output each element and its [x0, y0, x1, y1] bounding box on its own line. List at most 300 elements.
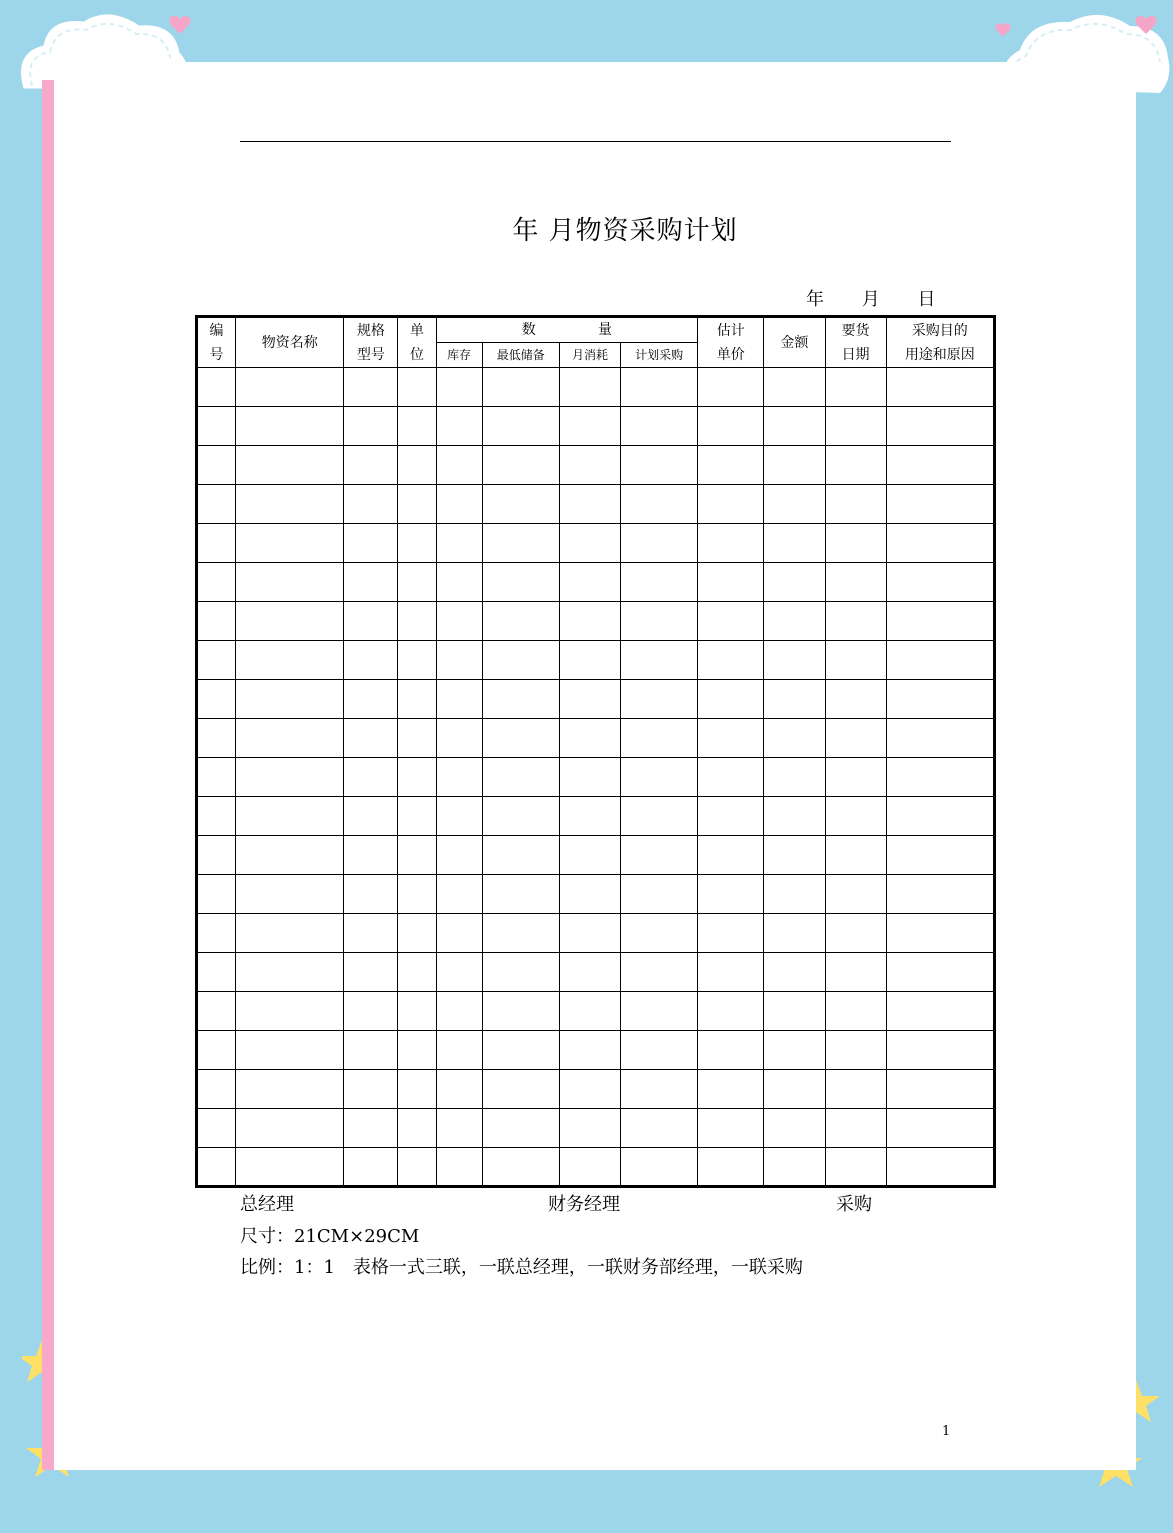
table-cell[interactable]: [482, 836, 559, 875]
table-cell[interactable]: [764, 602, 825, 641]
table-cell[interactable]: [398, 446, 436, 485]
table-cell[interactable]: [197, 836, 236, 875]
table-cell[interactable]: [825, 914, 886, 953]
table-cell[interactable]: [398, 602, 436, 641]
table-cell[interactable]: [825, 446, 886, 485]
table-cell[interactable]: [236, 719, 344, 758]
table-cell[interactable]: [764, 1031, 825, 1070]
table-cell[interactable]: [698, 524, 764, 563]
date-year-label: 年: [806, 289, 824, 310]
table-cell[interactable]: [197, 1109, 236, 1148]
table-cell[interactable]: [825, 524, 886, 563]
table-cell[interactable]: [236, 758, 344, 797]
table-cell[interactable]: [398, 1109, 436, 1148]
table-cell[interactable]: [698, 368, 764, 407]
table-cell[interactable]: [825, 992, 886, 1031]
table-cell[interactable]: [482, 1070, 559, 1109]
table-cell[interactable]: [764, 524, 825, 563]
table-cell[interactable]: [197, 992, 236, 1031]
table-cell[interactable]: [621, 836, 698, 875]
size-note: 尺寸：21CM×29CM: [240, 1226, 420, 1247]
table-cell[interactable]: [436, 641, 482, 680]
table-cell[interactable]: [344, 992, 398, 1031]
table-cell[interactable]: [344, 368, 398, 407]
table-cell[interactable]: [825, 407, 886, 446]
header-number: 编 号: [197, 317, 236, 368]
table-row: [197, 1070, 995, 1109]
ratio-note: 比例：1：1 表格一式三联，一联总经理，一联财务部经理，一联采购: [240, 1257, 803, 1278]
table-cell[interactable]: [197, 914, 236, 953]
table-cell[interactable]: [197, 1148, 236, 1187]
table-cell[interactable]: [398, 680, 436, 719]
table-cell[interactable]: [436, 875, 482, 914]
header-min-reserve: 最低储备: [482, 343, 559, 368]
table-row: [197, 485, 995, 524]
table-cell[interactable]: [197, 368, 236, 407]
table-cell[interactable]: [482, 602, 559, 641]
table-cell[interactable]: [436, 602, 482, 641]
table-cell[interactable]: [825, 485, 886, 524]
table-cell[interactable]: [436, 1148, 482, 1187]
table-cell[interactable]: [236, 563, 344, 602]
table-cell[interactable]: [886, 836, 994, 875]
table-cell[interactable]: [698, 914, 764, 953]
header-amount: 金额: [764, 317, 825, 368]
table-cell[interactable]: [197, 758, 236, 797]
table-cell[interactable]: [621, 1148, 698, 1187]
table-cell[interactable]: [825, 602, 886, 641]
table-cell[interactable]: [825, 797, 886, 836]
table-cell[interactable]: [825, 1109, 886, 1148]
signature-general-manager: 总经理: [240, 1194, 294, 1215]
table-cell[interactable]: [764, 446, 825, 485]
table-cell[interactable]: [764, 953, 825, 992]
table-cell[interactable]: [621, 797, 698, 836]
table-cell[interactable]: [698, 1109, 764, 1148]
table-cell[interactable]: [197, 407, 236, 446]
table-cell[interactable]: [398, 1070, 436, 1109]
table-cell[interactable]: [886, 407, 994, 446]
table-cell[interactable]: [436, 1109, 482, 1148]
table-row: [197, 914, 995, 953]
table-cell[interactable]: [886, 797, 994, 836]
table-cell[interactable]: [559, 563, 620, 602]
signature-finance-manager: 财务经理: [548, 1194, 620, 1215]
date-line: [806, 285, 967, 311]
table-cell[interactable]: [825, 875, 886, 914]
table-cell[interactable]: [197, 875, 236, 914]
table-cell[interactable]: [344, 836, 398, 875]
table-cell[interactable]: [482, 992, 559, 1031]
table-cell[interactable]: [825, 836, 886, 875]
table-cell[interactable]: [886, 680, 994, 719]
table-cell[interactable]: [398, 953, 436, 992]
table-cell[interactable]: [197, 719, 236, 758]
table-cell[interactable]: [344, 485, 398, 524]
table-cell[interactable]: [482, 797, 559, 836]
table-cell[interactable]: [698, 563, 764, 602]
table-cell[interactable]: [886, 485, 994, 524]
table-cell[interactable]: [698, 992, 764, 1031]
table-cell[interactable]: [621, 1070, 698, 1109]
table-cell[interactable]: [621, 641, 698, 680]
table-cell[interactable]: [621, 992, 698, 1031]
table-cell[interactable]: [698, 953, 764, 992]
table-cell[interactable]: [344, 602, 398, 641]
table-cell[interactable]: [698, 602, 764, 641]
table-cell[interactable]: [436, 485, 482, 524]
document-page: [54, 62, 1136, 1470]
header-spec-model: 规格 型号: [344, 317, 398, 368]
table-cell[interactable]: [236, 641, 344, 680]
table-cell[interactable]: [482, 875, 559, 914]
table-row: [197, 797, 995, 836]
table-row: [197, 407, 995, 446]
table-row: [197, 719, 995, 758]
table-cell[interactable]: [436, 953, 482, 992]
header-estimated-price: 估计 单价: [698, 317, 764, 368]
table-cell[interactable]: [764, 368, 825, 407]
table-body: [197, 368, 995, 1187]
table-cell[interactable]: [398, 524, 436, 563]
table-cell[interactable]: [482, 524, 559, 563]
table-cell[interactable]: [764, 485, 825, 524]
table-cell[interactable]: [825, 563, 886, 602]
header-delivery-date: 要货 日期: [825, 317, 886, 368]
table-cell[interactable]: [197, 953, 236, 992]
heart-decoration-small: [994, 22, 1012, 38]
table-cell[interactable]: [436, 836, 482, 875]
table-cell[interactable]: [482, 1148, 559, 1187]
table-cell[interactable]: [436, 407, 482, 446]
table-cell[interactable]: [236, 407, 344, 446]
table-cell[interactable]: [559, 719, 620, 758]
table-cell[interactable]: [698, 797, 764, 836]
table-cell[interactable]: [698, 1148, 764, 1187]
table-cell[interactable]: [398, 836, 436, 875]
heart-decoration-left: [168, 14, 192, 36]
table-cell[interactable]: [344, 953, 398, 992]
table-cell[interactable]: [886, 524, 994, 563]
table-row: [197, 758, 995, 797]
table-cell[interactable]: [398, 563, 436, 602]
table-cell[interactable]: [698, 719, 764, 758]
table-cell[interactable]: [197, 485, 236, 524]
table-cell[interactable]: [559, 407, 620, 446]
table-cell[interactable]: [559, 875, 620, 914]
table-cell[interactable]: [398, 1148, 436, 1187]
table-cell[interactable]: [236, 1031, 344, 1070]
table-cell[interactable]: [398, 758, 436, 797]
table-cell[interactable]: [482, 1031, 559, 1070]
table-cell[interactable]: [886, 914, 994, 953]
table-cell[interactable]: [698, 1070, 764, 1109]
table-cell[interactable]: [559, 485, 620, 524]
table-cell[interactable]: [621, 680, 698, 719]
table-cell[interactable]: [398, 485, 436, 524]
header-rule: [240, 141, 951, 142]
table-cell[interactable]: [197, 602, 236, 641]
table-cell[interactable]: [236, 602, 344, 641]
table-row: [197, 1109, 995, 1148]
table-cell[interactable]: [482, 446, 559, 485]
table-cell[interactable]: [559, 914, 620, 953]
table-cell[interactable]: [344, 758, 398, 797]
heart-decoration-right: [1134, 14, 1158, 36]
table-cell[interactable]: [621, 485, 698, 524]
table-cell[interactable]: [559, 1148, 620, 1187]
table-cell[interactable]: [825, 758, 886, 797]
table-cell[interactable]: [886, 1148, 994, 1187]
table-row: [197, 641, 995, 680]
table-cell[interactable]: [764, 836, 825, 875]
table-cell[interactable]: [482, 1109, 559, 1148]
table-cell[interactable]: [344, 563, 398, 602]
header-stock: 库存: [436, 343, 482, 368]
table-cell[interactable]: [236, 485, 344, 524]
table-cell[interactable]: [698, 836, 764, 875]
table-cell[interactable]: [236, 524, 344, 563]
table-cell[interactable]: [886, 446, 994, 485]
table-row: [197, 992, 995, 1031]
table-cell[interactable]: [559, 641, 620, 680]
table-cell[interactable]: [559, 524, 620, 563]
table-row: [197, 368, 995, 407]
table-cell[interactable]: [621, 368, 698, 407]
table-cell[interactable]: [344, 1070, 398, 1109]
table-cell[interactable]: [436, 1031, 482, 1070]
table-cell[interactable]: [398, 407, 436, 446]
table-cell[interactable]: [436, 368, 482, 407]
table-cell[interactable]: [886, 602, 994, 641]
table-cell[interactable]: [764, 992, 825, 1031]
table-cell[interactable]: [621, 914, 698, 953]
table-cell[interactable]: [621, 602, 698, 641]
table-cell[interactable]: [236, 368, 344, 407]
table-cell[interactable]: [482, 914, 559, 953]
table-cell[interactable]: [621, 563, 698, 602]
table-cell[interactable]: [886, 641, 994, 680]
table-cell[interactable]: [559, 1031, 620, 1070]
table-cell[interactable]: [559, 1109, 620, 1148]
table-row: [197, 446, 995, 485]
table-cell[interactable]: [886, 875, 994, 914]
table-cell[interactable]: [482, 641, 559, 680]
table-cell[interactable]: [398, 719, 436, 758]
table-cell[interactable]: [764, 680, 825, 719]
table-cell[interactable]: [621, 524, 698, 563]
table-row: [197, 836, 995, 875]
table-cell[interactable]: [236, 680, 344, 719]
table-cell[interactable]: [698, 407, 764, 446]
table-cell[interactable]: [621, 719, 698, 758]
table-cell[interactable]: [825, 1070, 886, 1109]
table-cell[interactable]: [621, 446, 698, 485]
table-cell[interactable]: [197, 1070, 236, 1109]
table-cell[interactable]: [436, 680, 482, 719]
table-cell[interactable]: [886, 719, 994, 758]
table-cell[interactable]: [764, 1109, 825, 1148]
table-cell[interactable]: [197, 1031, 236, 1070]
table-row: [197, 1148, 995, 1187]
table-cell[interactable]: [559, 758, 620, 797]
table-cell[interactable]: [698, 485, 764, 524]
table-cell[interactable]: [236, 914, 344, 953]
table-cell[interactable]: [764, 719, 825, 758]
table-cell[interactable]: [482, 680, 559, 719]
table-cell[interactable]: [344, 524, 398, 563]
table-cell[interactable]: [398, 368, 436, 407]
table-cell[interactable]: [436, 914, 482, 953]
table-cell[interactable]: [436, 797, 482, 836]
table-cell[interactable]: [559, 446, 620, 485]
table-cell[interactable]: [197, 524, 236, 563]
table-cell[interactable]: [398, 641, 436, 680]
table-cell[interactable]: [197, 680, 236, 719]
page-number: 1: [942, 1424, 951, 1439]
table-cell[interactable]: [886, 368, 994, 407]
table-cell[interactable]: [559, 836, 620, 875]
table-cell[interactable]: [344, 1031, 398, 1070]
table-cell[interactable]: [236, 1109, 344, 1148]
date-month-label: 月: [861, 289, 880, 310]
header-purpose: 采购目的 用途和原因: [886, 317, 994, 368]
table-row: [197, 1031, 995, 1070]
table-cell[interactable]: [344, 1148, 398, 1187]
table-cell[interactable]: [698, 446, 764, 485]
table-cell[interactable]: [825, 641, 886, 680]
table-cell[interactable]: [436, 758, 482, 797]
table-cell[interactable]: [886, 992, 994, 1031]
table-cell[interactable]: [482, 485, 559, 524]
table-cell[interactable]: [764, 914, 825, 953]
table-cell[interactable]: [236, 1070, 344, 1109]
table-cell[interactable]: [559, 1070, 620, 1109]
table-cell[interactable]: [764, 1070, 825, 1109]
table-cell[interactable]: [825, 680, 886, 719]
table-cell[interactable]: [764, 758, 825, 797]
table-cell[interactable]: [236, 797, 344, 836]
table-cell[interactable]: [559, 680, 620, 719]
table-cell[interactable]: [236, 953, 344, 992]
table-cell[interactable]: [236, 992, 344, 1031]
table-cell[interactable]: [764, 563, 825, 602]
table-cell[interactable]: [764, 641, 825, 680]
table-cell[interactable]: [886, 758, 994, 797]
table-cell[interactable]: [482, 758, 559, 797]
table-row: [197, 602, 995, 641]
table-cell[interactable]: [559, 797, 620, 836]
table-cell[interactable]: [236, 836, 344, 875]
table-cell[interactable]: [886, 1070, 994, 1109]
table-cell[interactable]: [436, 992, 482, 1031]
table-cell[interactable]: [236, 1148, 344, 1187]
table-cell[interactable]: [344, 719, 398, 758]
table-cell[interactable]: [344, 1109, 398, 1148]
table-cell[interactable]: [886, 1031, 994, 1070]
table-cell[interactable]: [886, 1109, 994, 1148]
table-cell[interactable]: [197, 641, 236, 680]
table-cell[interactable]: [236, 446, 344, 485]
table-cell[interactable]: [698, 875, 764, 914]
table-cell[interactable]: [764, 407, 825, 446]
table-cell[interactable]: [398, 1031, 436, 1070]
table-cell[interactable]: [344, 446, 398, 485]
table-cell[interactable]: [344, 797, 398, 836]
table-cell[interactable]: [825, 953, 886, 992]
table-cell[interactable]: [398, 914, 436, 953]
table-cell[interactable]: [698, 758, 764, 797]
table-cell[interactable]: [886, 953, 994, 992]
table-cell[interactable]: [436, 563, 482, 602]
table-cell[interactable]: [344, 680, 398, 719]
table-cell[interactable]: [559, 602, 620, 641]
header-monthly-usage: 月消耗: [559, 343, 620, 368]
table-cell[interactable]: [398, 875, 436, 914]
table-cell[interactable]: [482, 407, 559, 446]
table-cell[interactable]: [344, 407, 398, 446]
table-cell[interactable]: [698, 680, 764, 719]
table-cell[interactable]: [436, 524, 482, 563]
table-cell[interactable]: [825, 1148, 886, 1187]
table-cell[interactable]: [482, 563, 559, 602]
table-cell[interactable]: [482, 953, 559, 992]
table-cell[interactable]: [436, 719, 482, 758]
table-cell[interactable]: [621, 407, 698, 446]
table-cell[interactable]: [764, 1148, 825, 1187]
table-row: [197, 953, 995, 992]
table-cell[interactable]: [621, 1109, 698, 1148]
table-cell[interactable]: [482, 719, 559, 758]
table-cell[interactable]: [825, 1031, 886, 1070]
table-cell[interactable]: [621, 1031, 698, 1070]
table-cell[interactable]: [698, 1031, 764, 1070]
table-row: [197, 680, 995, 719]
table-cell[interactable]: [621, 875, 698, 914]
table-cell[interactable]: [398, 992, 436, 1031]
table-cell[interactable]: [236, 875, 344, 914]
table-cell[interactable]: [621, 953, 698, 992]
table-cell[interactable]: [559, 953, 620, 992]
table-cell[interactable]: [398, 797, 436, 836]
table-row: [197, 563, 995, 602]
table-row: [197, 875, 995, 914]
purchase-plan-table: [195, 315, 996, 1188]
table-cell[interactable]: [344, 875, 398, 914]
header-planned-purchase: 计划采购: [621, 343, 698, 368]
table-cell[interactable]: [559, 368, 620, 407]
table-cell[interactable]: [886, 563, 994, 602]
signature-purchasing: 采购: [836, 1194, 872, 1215]
table-cell[interactable]: [825, 719, 886, 758]
table-cell[interactable]: [482, 368, 559, 407]
header-unit: 单 位: [398, 317, 436, 368]
table-cell[interactable]: [825, 368, 886, 407]
table-cell[interactable]: [559, 992, 620, 1031]
table-cell[interactable]: [197, 563, 236, 602]
table-cell[interactable]: [698, 641, 764, 680]
table-cell[interactable]: [436, 446, 482, 485]
page-title: 年 月物资采购计划: [512, 216, 738, 246]
table-cell[interactable]: [764, 875, 825, 914]
table-cell[interactable]: [344, 641, 398, 680]
table-cell[interactable]: [197, 797, 236, 836]
table-cell[interactable]: [197, 446, 236, 485]
table-cell[interactable]: [344, 914, 398, 953]
table-cell[interactable]: [436, 1070, 482, 1109]
table-cell[interactable]: [621, 758, 698, 797]
table-cell[interactable]: [764, 797, 825, 836]
